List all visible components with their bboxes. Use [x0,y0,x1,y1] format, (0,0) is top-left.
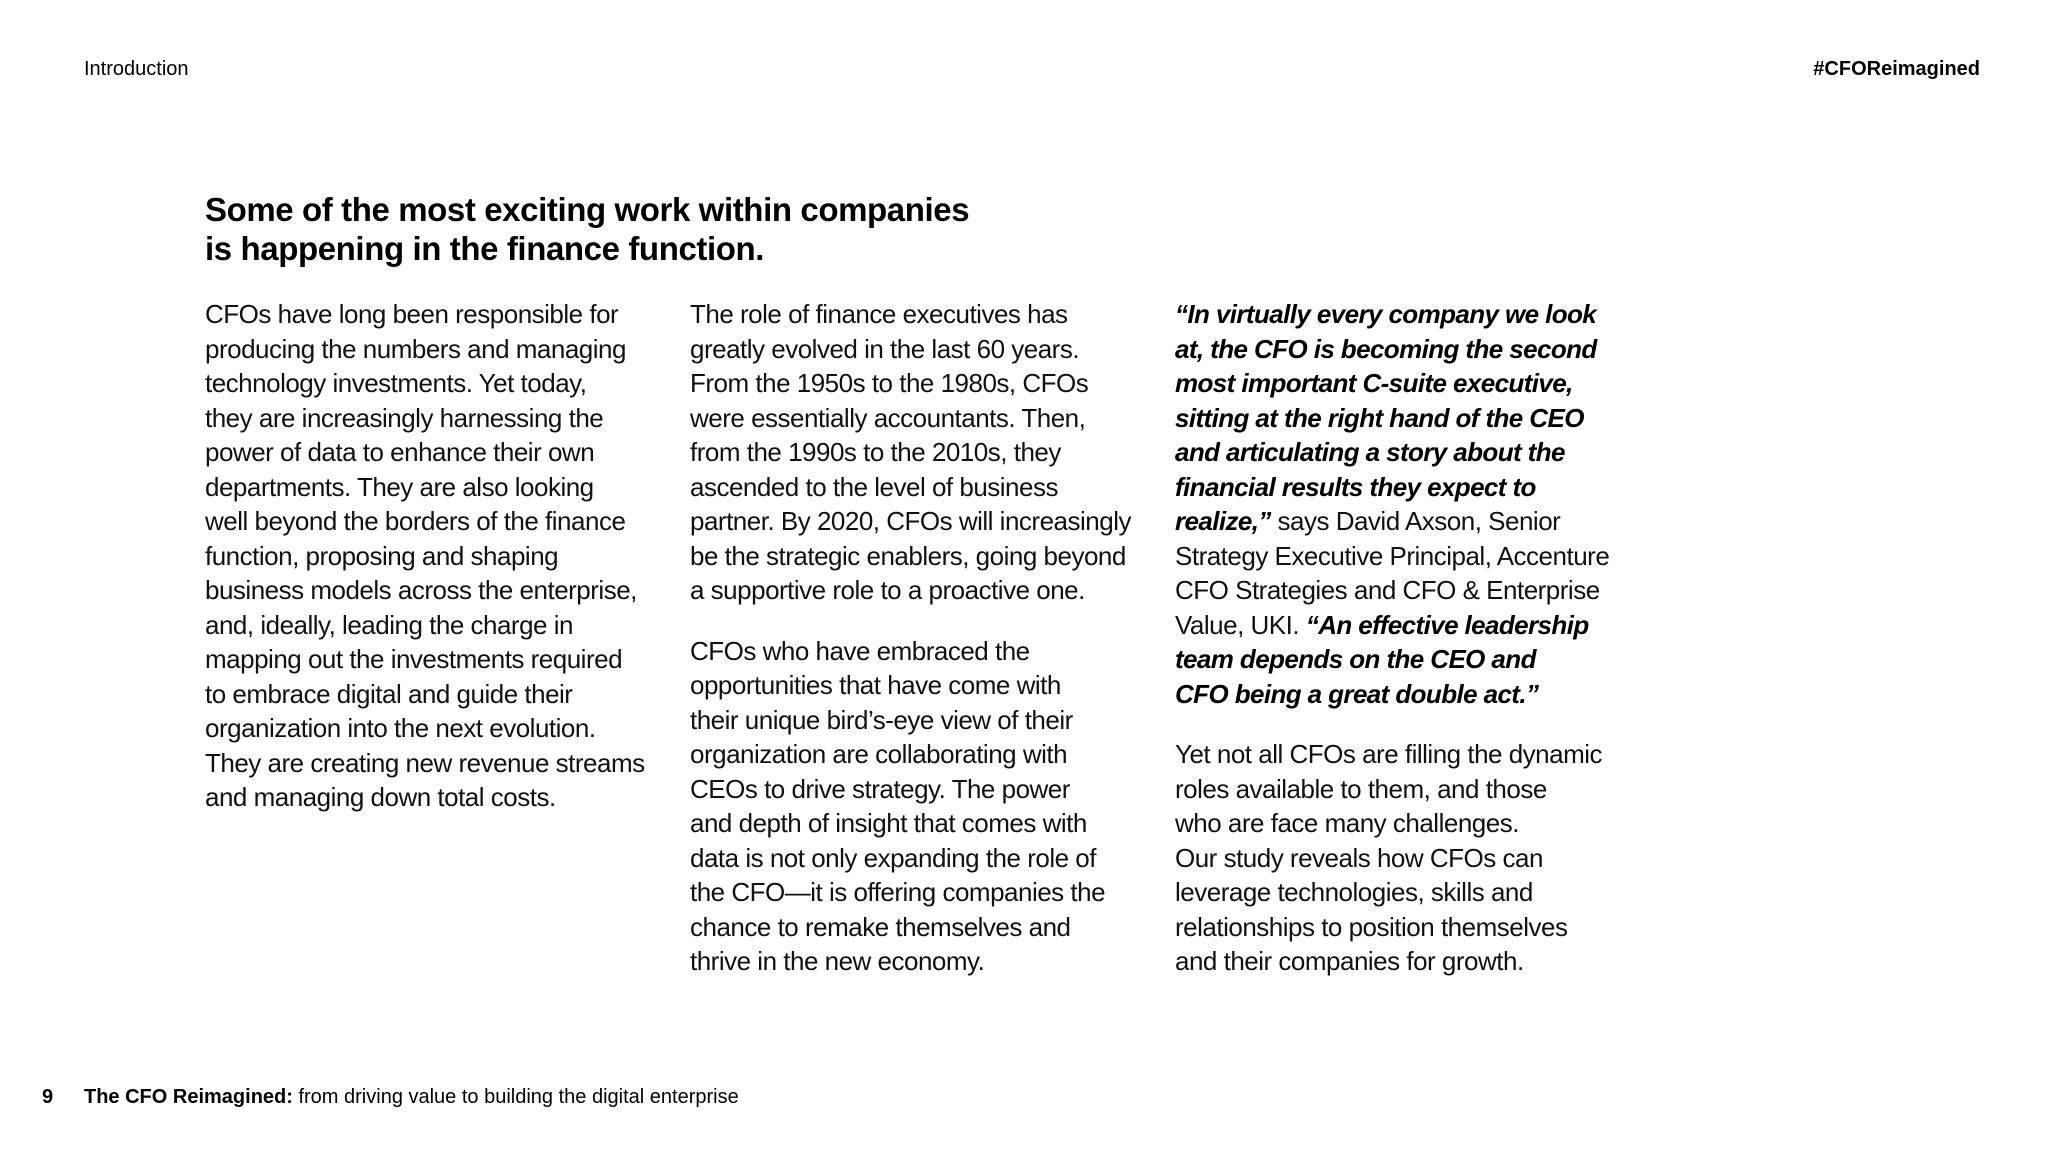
text-line: roles available to them, and those [1175,773,1547,804]
text-line: function, proposing and shaping [205,540,559,571]
document-subtitle: from driving value to building the digital enterprise [292,1086,739,1108]
text-line: well beyond the borders of the finance [205,506,626,536]
text-line: relationships to position themselves [1175,911,1568,942]
text-line: to embrace digital and guide their [205,678,573,709]
text-line: producing the numbers and managing [205,333,626,364]
text-line: thrive in the new economy. [690,946,985,976]
text-line: partner. By 2020, CFOs will increasingly [690,506,1131,536]
quote-line: CFO being a great double act.” [1175,678,1539,709]
text-line: CFOs have long been responsible for [205,299,619,329]
paragraph [205,297,665,815]
document-title: The CFO Reimagined: [84,1086,293,1108]
text-line: and, ideally, leading the charge in [205,609,573,640]
text-line: departments. They are also looking [205,471,594,502]
page-headline [205,190,1105,268]
section-label: Introduction [84,58,189,80]
text-line: and depth of insight that comes with [690,808,1087,838]
quote-line: and articulating a story about the [1175,437,1565,467]
page-number: 9 [42,1086,54,1108]
text-line: CEOs to drive strategy. The power [690,773,1070,804]
pull-quote-paragraph [1175,297,1635,711]
headline-line: Some of the most exciting work within companies [205,191,970,228]
attribution-line: Strategy Executive Principal, Accenture [1175,540,1610,571]
text-line: opportunities that have come with [690,670,1061,700]
hashtag: #CFOReimagined [1813,58,1980,80]
text-line: technology investments. Yet today, [205,368,587,398]
quote-line: at, the CFO is becoming the second [1175,333,1597,364]
text-column-3 [1175,297,1635,979]
text-line: From the 1950s to the 1980s, CFOs [690,368,1089,398]
attribution-text: says David Axson, Senior [1270,506,1561,536]
attribution-line: CFO Strategies and CFO & Enterprise [1175,575,1600,605]
quote-text: realize,” [1175,506,1271,536]
mixed-line [1175,504,1635,539]
text-line: business models across the enterprise, [205,575,637,605]
quote-line: sitting at the right hand of the CEO [1175,402,1584,433]
text-column-1 [205,297,665,815]
text-line: a supportive role to a proactive one. [690,575,1085,605]
text-line: data is not only expanding the role of [690,842,1096,873]
text-line: were essentially accountants. Then, [690,402,1086,433]
attribution-text: Value, UKI. [1175,609,1306,640]
text-line: and their companies for growth. [1175,946,1524,976]
text-line: be the strategic enablers, going beyond [690,540,1126,571]
paragraph [690,634,1150,979]
text-line: greatly evolved in the last 60 years. [690,333,1080,364]
text-line: who are face many challenges. [1175,808,1519,838]
text-line: organization are collaborating with [690,739,1068,769]
paragraph [690,297,1150,608]
text-line: they are increasingly harnessing the [205,402,604,433]
quote-text: “An effective leadership [1305,609,1589,640]
mixed-line [1175,608,1635,643]
text-line: their unique bird’s-eye view of their [690,704,1073,735]
text-line: organization into the next evolution. [205,713,596,743]
quote-line: team depends on the CEO and [1175,644,1536,674]
text-line: CFOs who have embraced the [690,635,1030,666]
text-line: Our study reveals how CFOs can [1175,842,1543,873]
quote-line: “In virtually every company we look [1175,299,1597,329]
quote-line: most important C-suite executive, [1175,368,1573,398]
text-line: and managing down total costs. [205,782,556,812]
text-line: from the 1990s to the 2010s, they [690,437,1061,467]
page-footer [42,1085,739,1109]
text-column-2 [690,297,1150,979]
quote-line: financial results they expect to [1175,471,1536,502]
text-line: They are creating new revenue streams [205,747,645,778]
paragraph [1175,737,1635,979]
text-line: chance to remake themselves and [690,911,1071,942]
headline-line: is happening in the finance function. [205,230,765,267]
text-line: the CFO—it is offering companies the [690,877,1106,907]
text-line: ascended to the level of business [690,471,1058,502]
text-line: mapping out the investments required [205,644,623,674]
text-line: Yet not all CFOs are filling the dynamic [1175,739,1603,769]
text-line: leverage technologies, skills and [1175,877,1533,907]
text-line: power of data to enhance their own [205,437,595,467]
text-line: The role of finance executives has [690,299,1068,329]
